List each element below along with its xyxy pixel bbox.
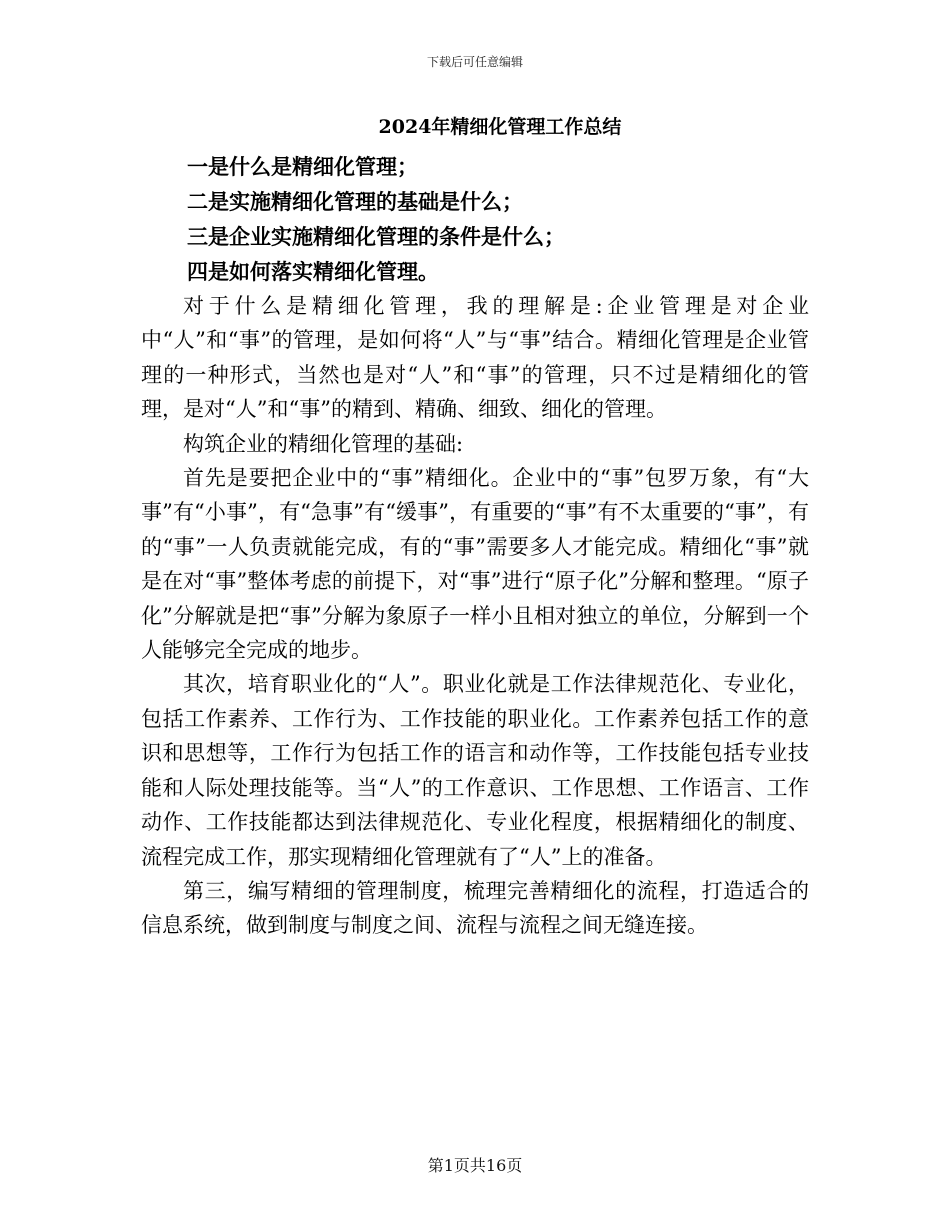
paragraph-systems: 第三，编写精细的管理制度，梳理完善精细化的流程，打造适合的信息系统，做到制度与制度之间、流程与流程之间无缝连接。 (141, 878, 809, 938)
document-body (141, 289, 809, 943)
outline-list (187, 149, 827, 289)
outline-item-3: 三是企业实施精细化管理的条件是什么； (187, 224, 565, 249)
page-number: 第1页共16页 (427, 1156, 523, 1175)
outline-item-1: 一是什么是精细化管理； (187, 154, 418, 179)
paragraph-tasks: 首先是要把企业中的“事”精细化。企业中的“事”包罗万象，有“大事”有“小事”，有“急事”有“缓事”，有重要的“事”有不太重要的“事”，有的“事”一人负责就能完成，有的“事”需要多人才能完成。精细化“事”就是在对“事”整体考虑的前提下，对“事”进行“原子化”分解和整理。“原子化”分解就是把“事”分解为象原子一样小且相对独立的单位，分解到一个人能够完全完成的地步。 (141, 466, 809, 663)
outline-item-4: 四是如何落实精细化管理。 (187, 259, 439, 284)
paragraph-definition: 对于什么是精细化管理，我的理解是:企业管理是对企业中“人”和“事”的管理，是如何将“人”与“事”结合。精细化管理是企业管理的一种形式，当然也是对“人”和“事”的管理，只不过是精细化的管理，是对“人”和“事”的精到、精确、细致、细化的管理。 (141, 294, 809, 422)
outline-item-2: 二是实施精细化管理的基础是什么； (187, 189, 523, 214)
paragraph-people: 其次，培育职业化的“人”。职业化就是工作法律规范化、专业化，包括工作素养、工作行为、工作技能的职业化。工作素养包括工作的意识和思想等，工作行为包括工作的语言和动作等，工作技能包括专业技能和人际处理技能等。当“人”的工作意识、工作思想、工作语言、工作动作、工作技能都达到法律规范化、专业化程度，根据精细化的制度、流程完成工作，那实现精细化管理就有了“人”上的准备。 (141, 672, 809, 869)
document-title: 2024年精细化管理工作总结 (378, 116, 622, 138)
paragraph-foundation-heading: 构筑企业的精细化管理的基础: (183, 431, 464, 456)
page-header: 下载后可任意编辑 (426, 55, 523, 69)
